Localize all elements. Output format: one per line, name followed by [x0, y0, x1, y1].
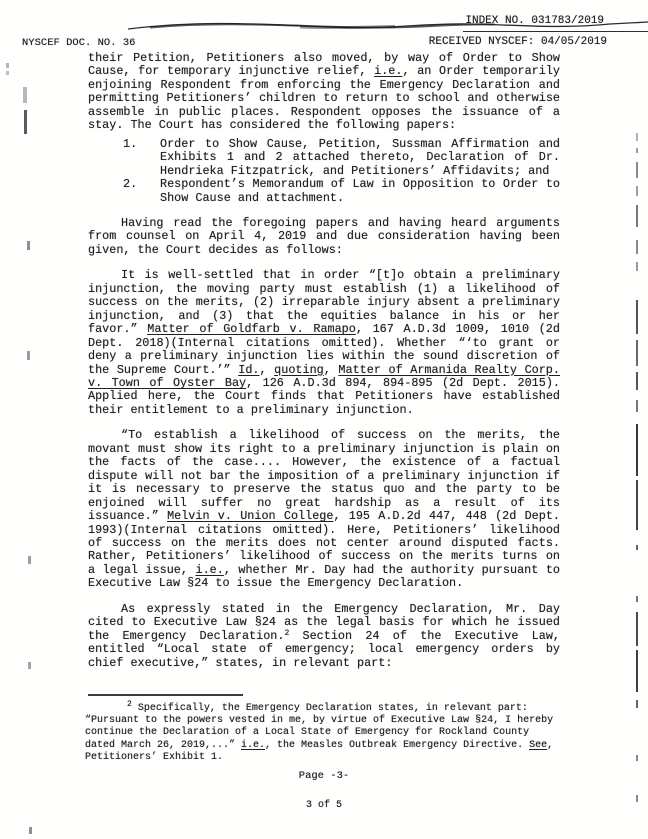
- left-edge-scan-mark: [27, 351, 30, 360]
- paragraph-preliminary-injunction-standard: It is well-settled that in order “[t]o obtain a preliminary injunction, the moving party must establish (1) a likelihood of success on the merits, (2) irreparable injury absent a preliminary injunction, and (3) that the equities balance in his or her favor.” Matter of Goldfarb v. Ramapo, 167 A.D.3d 1009, 1010 (2d Dept. 2018)(Internal citations omitted). Whether “‘to grant or deny a preliminary injunction lies within the sound discretion of the Supreme Court.’” Id., quoting, Matter of Armanida Realty Corp. v. Town of Oyster Bay, 126 A.D.3d 894, 894-895 (2d Dept. 2015). Applied here, the Court finds that Petitioners have established their entitlement to a preliminary injunction.: [88, 268, 560, 417]
- list-item: [123, 178, 560, 205]
- right-edge-scan-streak: [636, 424, 638, 476]
- papers-considered-list: [123, 138, 560, 205]
- left-edge-scan-mark: [23, 87, 27, 103]
- footnote-2: $^2$ Specifically, the Emergency Declaration states, in relevant part: “Pursuant to the powers vested in me, by virtue of Executive Law §24, I hereby continue the Declaration of a Local State of Emergency for Rockland County dated March 26, 2019,...” i.e., the Measles Outbreak Emergency Directive. See, Petitioners’ Exhibit 1.: [85, 700, 554, 763]
- paragraph-having-read: Having read the foregoing papers and having heard arguments from counsel on April 4, 2019 and due consideration having been given, the Court decides as follows:: [88, 215, 560, 257]
- sheet-count-label: 3 of 5: [305, 800, 342, 811]
- left-edge-scan-mark: [6, 63, 9, 68]
- right-edge-scan-streak: [636, 480, 638, 530]
- right-edge-scan-streak: [636, 612, 638, 646]
- list-item-number: 2.: [123, 177, 138, 192]
- list-item-text: Order to Show Cause, Petition, Sussman Affirmation and Exhibits 1 and 2 attached thereto, Declaration of Dr. Hendrieka Fitzpatrick, and Petitioners’ Affidavits; and: [160, 136, 560, 178]
- list-item-number: 1.: [123, 136, 138, 151]
- received-date: RECEIVED NYSCEF: 04/05/2019: [428, 36, 607, 48]
- page-number-label: Page -3-: [298, 770, 350, 782]
- right-edge-scan-streak: [636, 755, 638, 761]
- right-edge-scan-streak: [636, 340, 638, 366]
- left-edge-scan-mark: [28, 662, 31, 669]
- list-item-text: Respondent’s Memorandum of Law in Opposition to Order to Show Cause and attachment.: [160, 177, 560, 205]
- paragraph-petition-motion: their Petition, Petitioners also moved, by way of Order to Show Cause, for temporary injunctive relief, i.e., an Order temporarily enjoining Respondent from enforcing the Emergency Declaration and permitting Petitioners’ children to return to school and otherwise assemble in public places. Respondent opposes the issuance of a stay. The Court has considered the following papers:: [88, 51, 560, 133]
- right-edge-scan-streak: [636, 205, 638, 227]
- left-edge-scan-mark: [28, 556, 31, 564]
- right-edge-scan-streak: [636, 262, 638, 271]
- right-edge-scan-streak: [636, 700, 638, 708]
- right-edge-scan-streak: [636, 795, 638, 802]
- right-edge-scan-streak: [636, 596, 638, 602]
- footnote-separator: [88, 694, 243, 696]
- left-edge-scan-mark: [24, 110, 27, 134]
- right-edge-scan-streak: [636, 133, 638, 141]
- right-edge-scan-streak: [636, 545, 638, 550]
- right-edge-scan-streak: [636, 372, 638, 390]
- index-number: INDEX NO. 031783/2019: [465, 15, 604, 27]
- index-underline: [463, 31, 648, 32]
- right-edge-scan-streak: [636, 162, 638, 178]
- right-edge-scan-streak: [636, 650, 638, 692]
- left-edge-scan-mark: [6, 71, 9, 75]
- right-edge-scan-streak: [636, 186, 638, 196]
- document-body: [88, 52, 560, 682]
- left-edge-scan-mark: [27, 241, 30, 250]
- right-edge-scan-streak: [636, 148, 638, 153]
- nyscef-doc-number: NYSCEF DOC. NO. 36: [22, 37, 136, 49]
- list-item: [123, 138, 560, 178]
- right-edge-scan-streak: [636, 300, 638, 334]
- left-edge-scan-mark: [29, 827, 32, 834]
- right-edge-scan-streak: [636, 240, 638, 254]
- paragraph-likelihood-of-success: “To establish a likelihood of success on the merits, the movant must show its right to a preliminary injunction is plain on the facts of the case.... However, the existence of a factual dispute will not bar the imposition of a preliminary injunction if it is necessary to preserve the status quo and the party to be enjoined will suffer no great hardship as a result of its issuance.” Melvin v. Union College, 195 A.D.2d 447, 448 (2d Dept. 1993)(Internal citations omitted). Here, Petitioners’ likelihood of success on the merits does not center around disputed facts. Rather, Petitioners’ likelihood of success on the merits turns on a legal issue, i.e., whether Mr. Day had the authority pursuant to Executive Law §24 to issue the Emergency Declaration.: [88, 428, 560, 591]
- paragraph-executive-law-24: As expressly stated in the Emergency Declaration, Mr. Day cited to Executive Law §24 as the legal basis for which he issued the Emergency Declaration.$^2$ Section 24 of the Executive Law, entitled “Local state of emergency; local emergency orders by chief executive,” states, in relevant part:: [88, 601, 560, 670]
- right-edge-scan-streak: [636, 400, 638, 412]
